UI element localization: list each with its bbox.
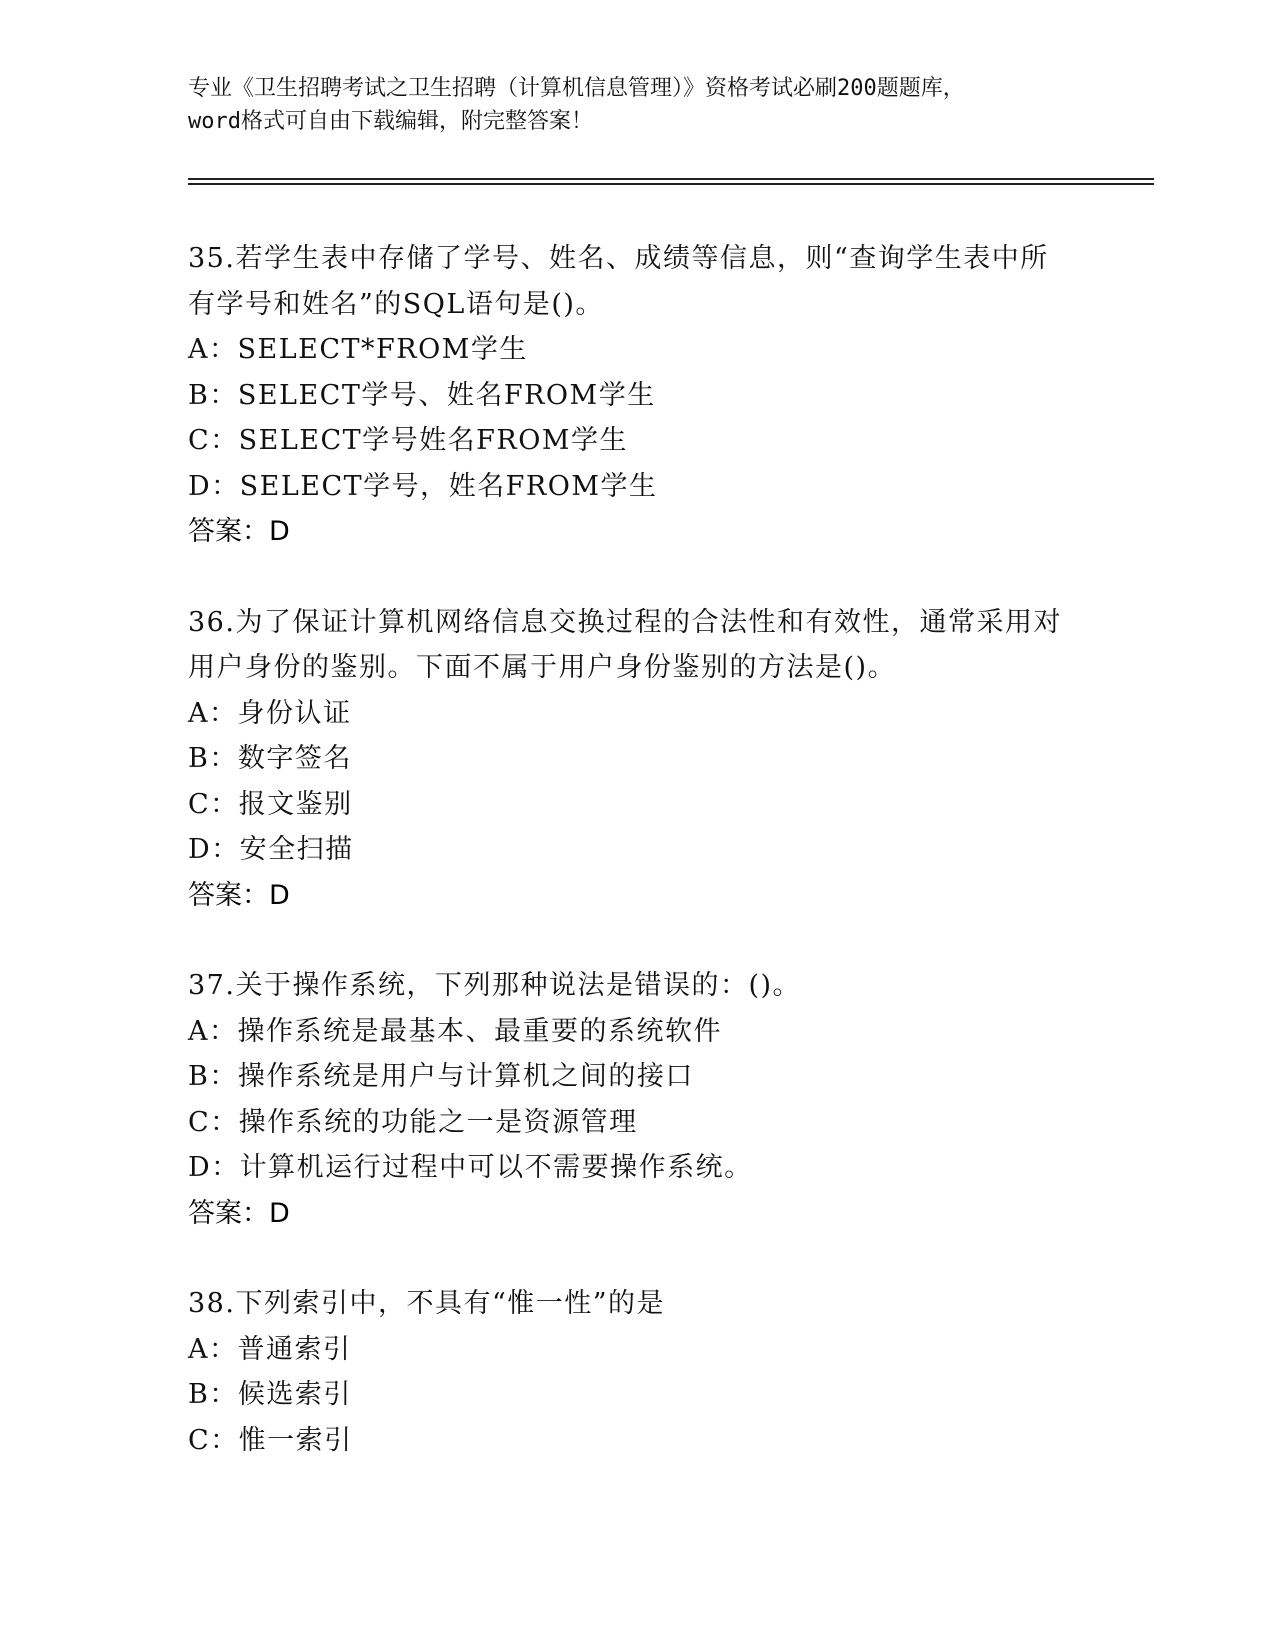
question-text-line: 38.下列索引中，不具有“惟一性”的是 bbox=[188, 1288, 666, 1319]
option-a: A：SELECT*FROM学生 bbox=[188, 334, 528, 365]
option-a: A：身份认证 bbox=[188, 697, 352, 729]
option-a: A：普通索引 bbox=[188, 1333, 352, 1365]
option-c: C：SELECT学号姓名FROM学生 bbox=[188, 425, 629, 456]
question-item bbox=[188, 236, 1088, 555]
header-divider-bottom bbox=[188, 183, 1154, 185]
question-list bbox=[188, 236, 1088, 1508]
question-item bbox=[188, 1281, 1088, 1463]
question-item bbox=[188, 963, 1088, 1236]
question-text-line: 用户身份的鉴别。下面不属于用户身份鉴别的方法是()。 bbox=[188, 652, 897, 683]
option-b: B：候选索引 bbox=[188, 1379, 352, 1410]
option-c: C：惟一索引 bbox=[188, 1424, 353, 1456]
question-text-line: 有学号和姓名”的SQL语句是()。 bbox=[188, 288, 604, 320]
question-item bbox=[188, 600, 1088, 919]
option-d: D：计算机运行过程中可以不需要操作系统。 bbox=[188, 1152, 753, 1183]
option-b: B：数字签名 bbox=[188, 743, 352, 774]
option-a: A：操作系统是最基本、最重要的系统软件 bbox=[188, 1015, 722, 1047]
option-d: D：安全扫描 bbox=[188, 834, 354, 865]
question-text-line: 37.关于操作系统，下列那种说法是错误的：()。 bbox=[188, 970, 802, 1001]
option-b: B：SELECT学号、姓名FROM学生 bbox=[188, 379, 656, 411]
option-b: B：操作系统是用户与计算机之间的接口 bbox=[188, 1061, 694, 1092]
answer-line: 答案：D bbox=[188, 1197, 290, 1229]
option-c: C：报文鉴别 bbox=[188, 788, 353, 820]
header-title-line-1: 专业《卫生招聘考试之卫生招聘（计算机信息管理）》资格考试必刷200题题库， bbox=[188, 76, 965, 101]
header-title-line-2: word格式可自由下载编辑，附完整答案！ bbox=[188, 109, 593, 134]
option-d: D：SELECT学号，姓名FROM学生 bbox=[188, 470, 658, 502]
document-header bbox=[188, 72, 1088, 138]
question-text-line: 35.若学生表中存储了学号、姓名、成绩等信息，则“查询学生表中所 bbox=[188, 243, 1049, 274]
answer-line: 答案：D bbox=[188, 516, 290, 547]
question-text-line: 36.为了保证计算机网络信息交换过程的合法性和有效性，通常采用对 bbox=[188, 606, 1062, 638]
option-c: C：操作系统的功能之一是资源管理 bbox=[188, 1106, 638, 1138]
header-divider-top bbox=[188, 178, 1154, 180]
answer-line: 答案：D bbox=[188, 879, 290, 911]
